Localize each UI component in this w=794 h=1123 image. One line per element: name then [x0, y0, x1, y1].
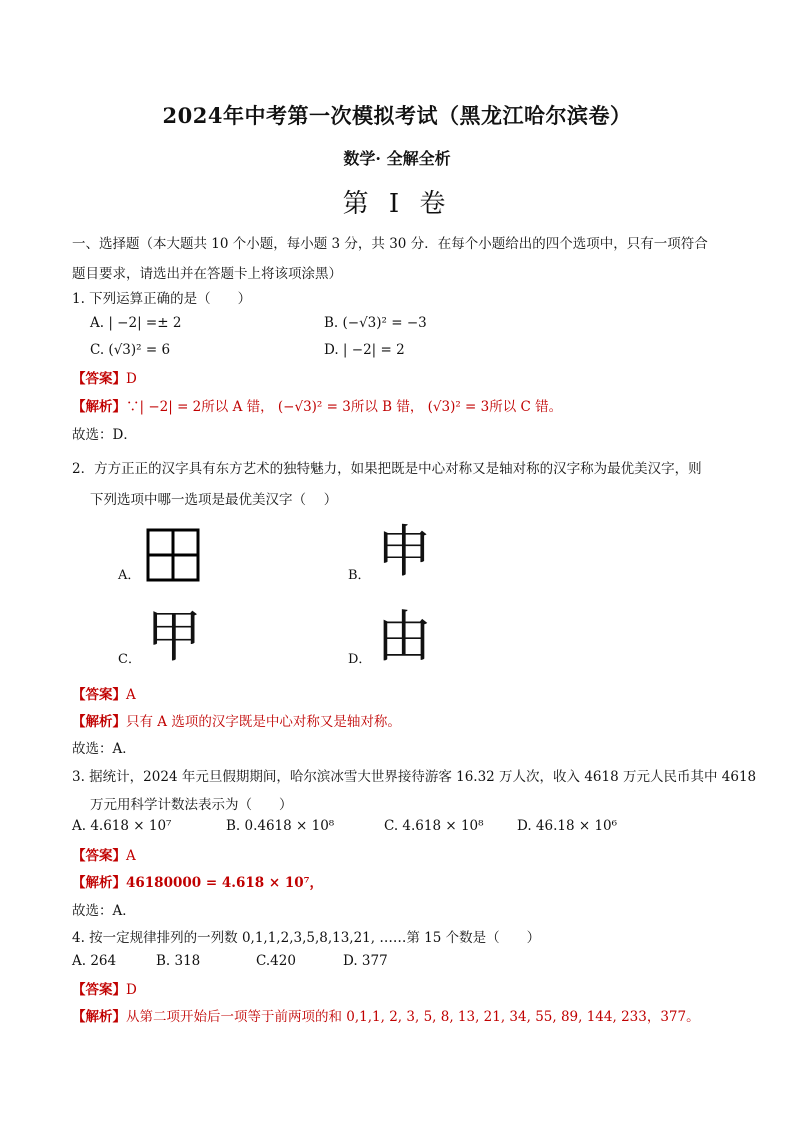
page-subtitle: 数学· 全解全析 [343, 149, 451, 168]
page-title: 2024年中考第一次模拟考试（黑龙江哈尔滨卷） [162, 103, 632, 128]
q2-choose: 故选：A． [72, 741, 136, 757]
q1-option-c: C. (√3)² = 6 [90, 342, 171, 358]
q2-label-a: A． [118, 568, 141, 583]
q1-answer [72, 367, 137, 387]
section-instructions-line2: 题目要求，请选出并在答题卡上将该项涂黑） [72, 266, 342, 282]
q1-analysis-text: ∵| −2| = 2所以 A 错， (−√3)² = 3所以 B 错， (√3)² = 3所以 C 错。 [126, 399, 563, 415]
answer-tag: 【答案】 [72, 687, 126, 703]
q4-option-d: D. 377 [343, 953, 388, 969]
answer-tag: 【答案】 [72, 982, 126, 998]
q2-stem-line1: 2．方方正正的汉字具有东方艺术的独特魅力，如果把既是中心对称又是轴对称的汉字称为最优美汉字，则 [72, 461, 702, 477]
q4-answer [72, 978, 137, 998]
q2-answer [72, 683, 136, 703]
volume-heading: 第 I 卷 [342, 189, 452, 219]
q4-analysis [72, 1005, 700, 1025]
q3-answer [72, 844, 136, 864]
q1-stem: 1. 下列运算正确的是（ ） [72, 291, 252, 307]
q2-answer-value: A [126, 687, 136, 703]
q1-choose: 故选：D． [72, 427, 137, 443]
analysis-tag: 【解析】 [72, 875, 126, 891]
section-instructions-line1: 一、选择题（本大题共 10 个小题，每小题 3 分，共 30 分．在每个小题给出的四个选项中，只有一项符合 [72, 236, 708, 252]
analysis-tag: 【解析】 [72, 714, 126, 730]
q3-stem-line2: 万元用科学计数法表示为（ ） [90, 797, 293, 813]
q2-glyph-d: 由 [376, 605, 432, 670]
q4-option-b: B. 318 [156, 953, 201, 969]
q3-analysis [72, 871, 323, 891]
q3-option-a: A. 4.618 × 10⁷ [72, 818, 172, 834]
q2-analysis [72, 710, 401, 730]
q2-glyph-b: 申 [376, 520, 432, 585]
q3-choose: 故选：A． [72, 903, 136, 919]
q2-label-c: C． [118, 652, 141, 667]
q1-answer-value: D [126, 371, 137, 387]
answer-tag: 【答案】 [72, 848, 126, 864]
q4-stem: 4. 按一定规律排列的一列数 0,1,1,2,3,5,8,13,21, ……第 15 个数是（ ） [72, 930, 541, 946]
q1-option-a: A. | −2| =± 2 [90, 315, 182, 331]
q2-label-d: D． [348, 652, 372, 667]
q3-analysis-text: 46180000 = 4.618 × 10⁷， [126, 875, 324, 891]
q2-glyph-c: 甲 [146, 605, 202, 670]
q2-label-b: B． [348, 568, 371, 583]
q4-option-c: C.420 [256, 953, 296, 969]
q1-analysis [72, 395, 562, 415]
q3-stem-line1: 3. 据统计，2024 年元旦假期期间，哈尔滨冰雪大世界接待游客 16.32 万人次，收入 4618 万元人民币其中 4618 [72, 769, 757, 785]
q2-analysis-text: 只有 A 选项的汉字既是中心对称又是轴对称。 [126, 714, 401, 730]
q4-analysis-text: 从第二项开始后一项等于前两项的和 0,1,1, 2, 3, 5, 8, 13, 21, 34, 55, 89, 144, 233，377。 [126, 1009, 700, 1025]
q4-option-a: A. 264 [72, 953, 117, 969]
q1-option-d: D. | −2| = 2 [324, 342, 405, 358]
answer-tag: 【答案】 [72, 371, 126, 387]
q3-option-d: D. 46.18 × 10⁶ [517, 818, 618, 834]
analysis-tag: 【解析】 [72, 1009, 126, 1025]
tian-character-icon [146, 528, 200, 582]
q3-option-c: C. 4.618 × 10⁸ [384, 818, 484, 834]
analysis-tag: 【解析】 [72, 399, 126, 415]
q3-answer-value: A [126, 848, 136, 864]
q1-option-b: B. (−√3)² = −3 [324, 315, 427, 331]
q2-stem-line2: 下列选项中哪一选项是最优美汉字（ ） [90, 492, 338, 508]
q3-option-b: B. 0.4618 × 10⁸ [226, 818, 335, 834]
q4-answer-value: D [126, 982, 137, 998]
